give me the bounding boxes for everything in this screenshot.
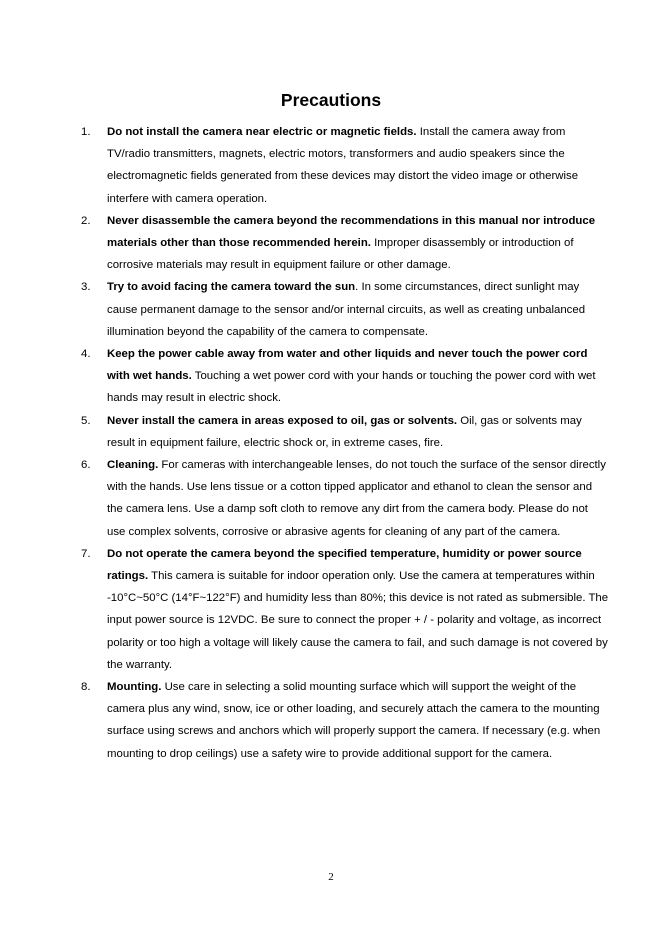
item-lead: Do not operate the camera beyond the specified temperature, humidity or power source ratings. (107, 547, 582, 583)
precaution-item-2 (0, 210, 609, 277)
item-lead: Try to avoid facing the camera toward the sun (107, 281, 356, 294)
page-title: Precautions (280, 90, 382, 110)
item-number: 1. (81, 126, 91, 138)
item-lead: Mounting. (107, 681, 162, 694)
item-number: 3. (81, 281, 91, 294)
precaution-item-7 (0, 543, 609, 676)
item-number: 4. (81, 348, 91, 361)
precaution-item-4 (0, 343, 609, 410)
item-body: Touching a wet power cord with your hands or touching the power cord with wet hands may result in electric shock. (107, 370, 596, 405)
item-number: 2. (81, 214, 91, 227)
precaution-item-6 (0, 454, 609, 543)
item-lead: Never install the camera in areas exposed to oil, gas or solvents. (107, 414, 458, 427)
item-body: This camera is suitable for indoor operation only. Use the camera at temperatures within -10°C~50°C (14°F~122°F) and humidity less than 80%; this device is not rated as submersible. The input power source is 12VDC. Be sure to connect the proper + / - polarity and voltage, as incorrect polarity or too high a voltage will likely cause the camera to fail, and such damage is not covered by the warranty. (107, 570, 609, 671)
item-body: . In some circumstances, direct sunlight may cause permanent damage to the sensor and/or internal circuits, as well as creating unbalanced illumination beyond the capability of the camera to compensate. (107, 281, 586, 338)
page-number: 2 (328, 871, 334, 883)
precautions-list (0, 121, 662, 765)
item-lead: Cleaning. (107, 459, 159, 472)
precaution-item-1 (0, 121, 609, 210)
precaution-item-5 (0, 410, 609, 454)
item-body: Use care in selecting a solid mounting surface which will support the weight of the camera plus any wind, snow, ice or other loading, and securely attach the camera to the mounting surface using screws and anchors which will properly support the camera. If necessary (e.g. when mounting to drop ceilings) use a safety wire to provide additional support for the camera. (107, 681, 601, 760)
item-number: 5. (81, 414, 91, 427)
item-body: Improper disassembly or introduction of corrosive materials may result in equipment failure or other damage. (107, 237, 574, 272)
item-lead: Do not install the camera near electric or magnetic fields. (107, 126, 417, 138)
item-body: Install the camera away from TV/radio transmitters, magnets, electric motors, transformers and audio speakers since the electromagnetic fields generated from these devices may distort the video image or otherwise interfere with camera operation. (107, 126, 579, 205)
precaution-item-3 (0, 276, 609, 343)
item-lead: Keep the power cable away from water and other liquids and never touch the power cord with wet hands. (107, 348, 588, 383)
item-number: 8. (81, 681, 91, 694)
item-body: Oil, gas or solvents may result in equipment failure, electric shock or, in extreme cases, fire. (107, 414, 582, 449)
item-body: For cameras with interchangeable lenses, do not touch the surface of the sensor directly with the hands. Use lens tissue or a cotton tipped applicator and ethanol to clean the sensor and the camera lens. Use a damp soft cloth to remove any dirt from the camera body. Please do not use complex solvents, corrosive or abrasive agents for cleaning of any part of the camera. (107, 459, 606, 538)
precaution-item-8 (0, 676, 609, 765)
item-number: 6. (81, 459, 91, 472)
item-lead: Never disassemble the camera beyond the recommendations in this manual nor introduce materials other than those recommended herein. (107, 214, 596, 250)
item-number: 7. (81, 547, 91, 560)
